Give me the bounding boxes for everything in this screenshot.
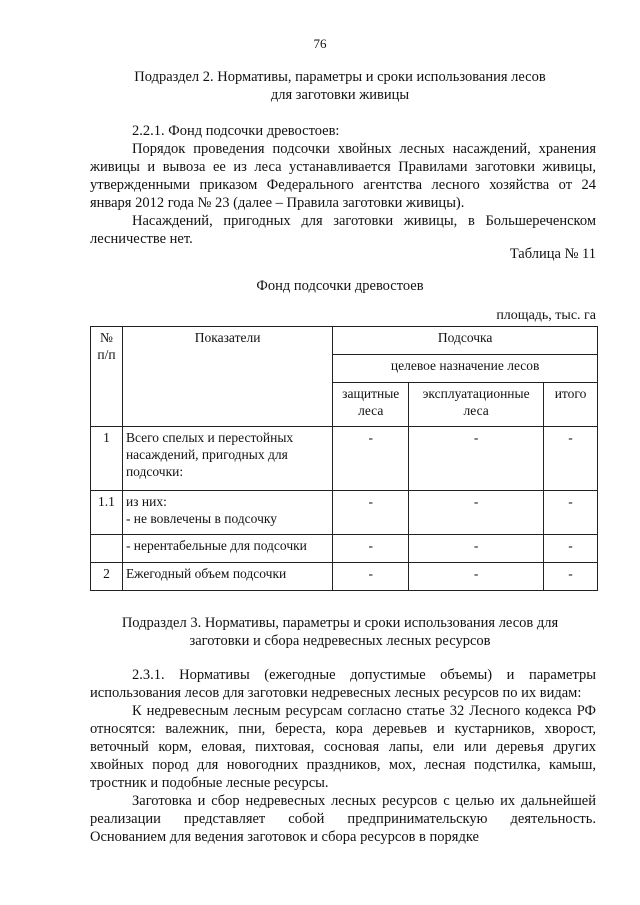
subsection-2-title-line-2: для заготовки живицы: [270, 87, 410, 103]
row-total: -: [544, 563, 598, 591]
paragraph-norms: 2.3.1. Нормативы (ежегодные допустимые объемы) и параметры использования лесов для заготовки недревесных лесных ресурсов по их видам:: [90, 667, 596, 701]
row-number: 1.1: [91, 491, 123, 535]
paragraph-portal-rules: Порядок проведения подсочки хвойных лесных насаждений, хранения живицы и вывоза ее из леса устанавливается Правилами заготовки живицы, утвержденными приказом Федерального агентства лесного хозяйства от 24 января 2012 года № 23 (далее – Правила заготовки живицы).: [90, 141, 596, 211]
row-number: 2: [91, 563, 123, 591]
row-label: Всего спелых и перестойных насаждений, пригодных для подсочки:: [122, 427, 332, 491]
table-row: [91, 491, 598, 535]
row-number: 1: [91, 427, 123, 491]
table-title: Фонд подсочки древостоев: [256, 278, 424, 294]
row-number: [91, 535, 123, 563]
subsection-2-title: [90, 68, 590, 104]
table-number: Таблица № 11: [509, 246, 596, 262]
row-exploitation: -: [409, 535, 544, 563]
table-row: [91, 427, 598, 491]
subsection-3-title-line-1: Подраздел 3. Нормативы, параметры и сроки использования лесов для: [121, 615, 559, 631]
row-exploitation: -: [409, 563, 544, 591]
header-total: итого: [544, 383, 598, 427]
paragraph-no-stands: Насаждений, пригодных для заготовки живицы, в Большереченском лесничестве нет.: [90, 213, 596, 247]
row-label: - нерентабельные для подсочки: [122, 535, 332, 563]
table-row: [91, 563, 598, 591]
row-total: -: [544, 427, 598, 491]
paragraph-harvesting: Заготовка и сбор недревесных лесных ресурсов с целью их дальнейшей реализации представляет собой предпринимательскую деятельность. Основанием для ведения заготовок и сбора ресурсов в порядке: [90, 793, 596, 845]
header-tapping: Подсочка: [333, 327, 598, 355]
subsection-2-title-line-1: Подраздел 2. Нормативы, параметры и сроки использования лесов: [134, 69, 546, 85]
row-protective: -: [333, 491, 409, 535]
header-number: № п/п: [91, 327, 123, 427]
row-label: [122, 491, 332, 535]
header-protective-forests: защитные леса: [333, 383, 409, 427]
row-total: -: [544, 535, 598, 563]
row-label-line-1: из них:: [125, 494, 167, 509]
subsection-3-title: [90, 614, 590, 650]
paragraph-non-wood-resources: К недревесным лесным ресурсам согласно статье 32 Лесного кодекса РФ относятся: валежник, пни, береста, кора деревьев и кустарников, хворост, веточный корм, еловая, пихтовая, сосновая лапы, ели или деревья других хвойных пород для новогодних праздников, мох, лесная подстилка, камыш, тростник и подобные лесные ресурсы.: [90, 703, 596, 791]
row-protective: -: [333, 563, 409, 591]
subsection-3-title-line-2: заготовки и сбора недревесных лесных ресурсов: [189, 633, 491, 649]
table-unit: площадь, тыс. га: [496, 308, 596, 323]
row-exploitation: -: [409, 491, 544, 535]
header-exploitation-forests: эксплуатационные леса: [409, 383, 544, 427]
section-221-heading: 2.2.1. Фонд подсочки древостоев:: [132, 123, 340, 139]
row-label-line-2: - не вовлечены в подсочку: [125, 511, 277, 526]
row-protective: -: [333, 535, 409, 563]
table-row: [91, 535, 598, 563]
row-protective: -: [333, 427, 409, 491]
row-label: Ежегодный объем подсочки: [122, 563, 332, 591]
row-exploitation: -: [409, 427, 544, 491]
page-number: 76: [313, 36, 327, 51]
tapping-fund-table: [90, 326, 598, 591]
header-indicators: Показатели: [122, 327, 332, 427]
header-forest-purpose: целевое назначение лесов: [333, 355, 598, 383]
row-total: -: [544, 491, 598, 535]
